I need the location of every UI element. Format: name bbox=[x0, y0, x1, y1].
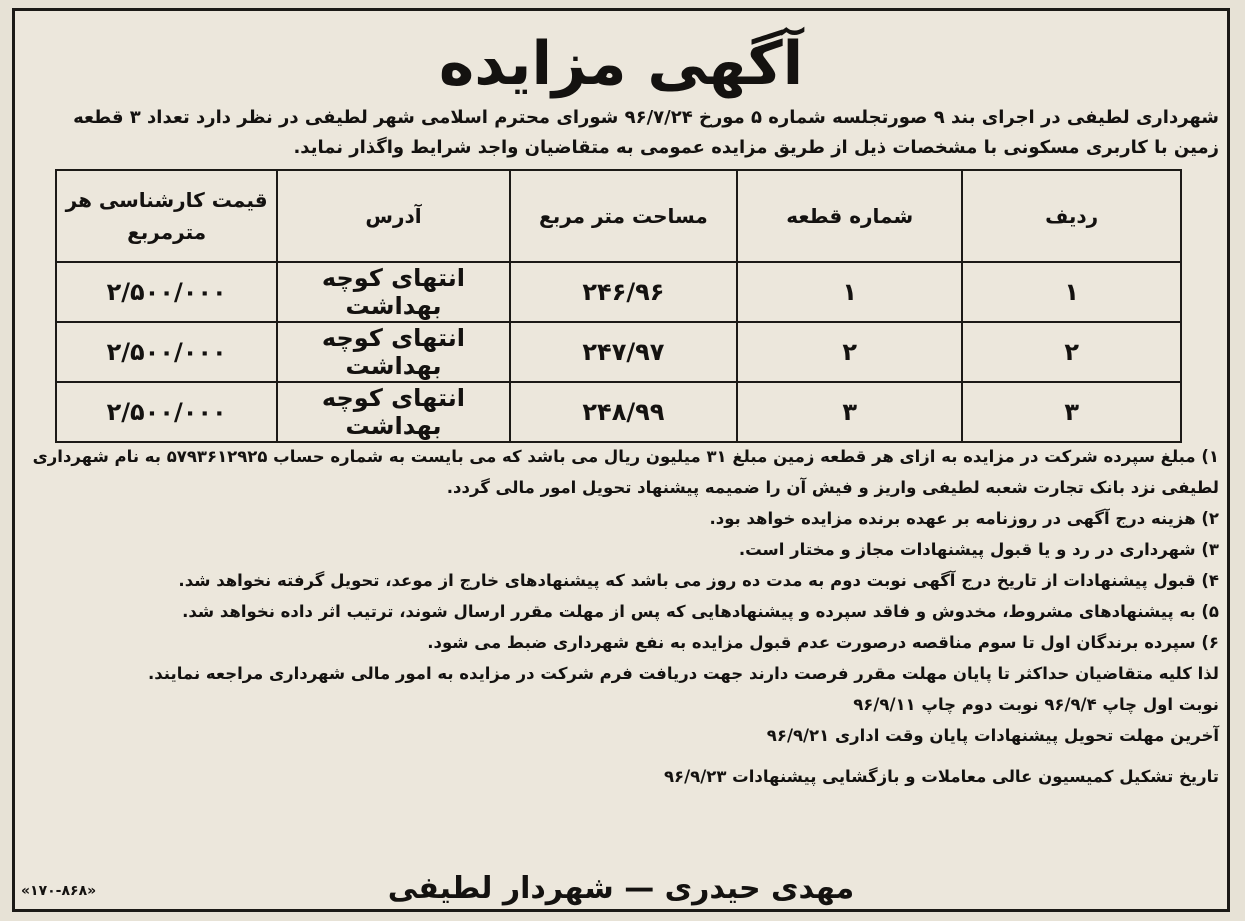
term-item: ۱) مبلغ سپرده شرکت در مزایده به ازای هر قطعه زمین مبلغ ۳۱ میلیون ریال می باشد که می بایست به شماره حساب ۵۷۹۳۶۱۲۹۲۵ به نام شهرداری لطیفی نزد بانک تجارت شعبه لطیفی واریز و فیش آن را ضمیمه پیشنهاد تحویل امور مالی گردد. bbox=[32, 447, 1219, 497]
header-price: قیمت کارشناسی هر مترمربع bbox=[56, 170, 277, 262]
cell-price: ۲/۵۰۰/۰۰۰ bbox=[56, 322, 277, 382]
table-row bbox=[56, 322, 1181, 382]
table-row bbox=[56, 262, 1181, 322]
terms-section bbox=[23, 441, 1219, 792]
header-address: آدرس bbox=[277, 170, 510, 262]
ad-code: «۱۷۰-۸۶۸» bbox=[21, 883, 97, 899]
cell-address: انتهای کوچه بهداشت bbox=[277, 382, 510, 442]
land-parcels-table bbox=[55, 169, 1182, 443]
submission-deadline: آخرین مهلت تحویل پیشنهادات پایان وقت اداری ۹۶/۹/۲۱ bbox=[766, 726, 1219, 745]
header-row-number: ردیف bbox=[962, 170, 1181, 262]
closing-note: لذا کلیه متقاضیان حداکثر تا پایان مهلت مقرر فرصت دارند جهت دریافت فرم شرکت در مزایده به امور مالی شهرداری مراجعه نمایند. bbox=[147, 664, 1219, 683]
ad-title: آگهی مزایده bbox=[438, 29, 804, 99]
intro-paragraph: شهرداری لطیفی در اجرای بند ۹ صورتجلسه شماره ۵ مورخ ۹۶/۷/۲۴ شورای محترم اسلامی شهر لطیفی در نظر دارد تعداد ۳ قطعه زمین با کاربری مسکونی با مشخصات ذیل از طریق مزایده عمومی به متقاضیان واجد شرایط واگذار نماید. bbox=[73, 107, 1219, 158]
signature: مهدی حیدری — شهردار لطیفی bbox=[387, 871, 855, 906]
cell-price: ۲/۵۰۰/۰۰۰ bbox=[56, 382, 277, 442]
term-item: ۴) قبول پیشنهادات از تاریخ درج آگهی نوبت دوم به مدت ده روز می باشد که پیشنهادهای خارج از موعد، تحویل گرفته نخواهد شد. bbox=[178, 571, 1219, 590]
cell-parcel-number: ۱ bbox=[737, 262, 962, 322]
term-item: ۲) هزینه درج آگهی در روزنامه بر عهده برنده مزایده خواهد بود. bbox=[709, 509, 1219, 528]
cell-area: ۲۴۷/۹۷ bbox=[510, 322, 737, 382]
term-item: ۶) سپرده برندگان اول تا سوم مناقصه درصورت عدم قبول مزایده به نفع شهرداری ضبط می شود. bbox=[427, 633, 1219, 652]
cell-area: ۲۴۶/۹۶ bbox=[510, 262, 737, 322]
cell-row-number: ۱ bbox=[962, 262, 1181, 322]
print-dates: نوبت اول چاپ ۹۶/۹/۴ نوبت دوم چاپ ۹۶/۹/۱۱ bbox=[853, 695, 1219, 714]
term-item: ۳) شهرداری در رد و یا قبول پیشنهادات مجاز و مختار است. bbox=[738, 540, 1219, 559]
header-area: مساحت متر مربع bbox=[510, 170, 737, 262]
commission-date: تاریخ تشکیل کمیسیون عالی معاملات و بازگشایی پیشنهادات ۹۶/۹/۲۳ bbox=[663, 767, 1219, 786]
header-parcel-number: شماره قطعه bbox=[737, 170, 962, 262]
cell-area: ۲۴۸/۹۹ bbox=[510, 382, 737, 442]
table-row bbox=[56, 382, 1181, 442]
advertisement-frame bbox=[12, 8, 1230, 912]
cell-address: انتهای کوچه بهداشت bbox=[277, 322, 510, 382]
cell-parcel-number: ۳ bbox=[737, 382, 962, 442]
term-item: ۵) به پیشنهادهای مشروط، مخدوش و فاقد سپرده و پیشنهادهایی که پس از مهلت مقرر ارسال شوند، ترتیب اثر داده نخواهد شد. bbox=[182, 602, 1219, 621]
table-header-row bbox=[56, 170, 1181, 262]
cell-row-number: ۲ bbox=[962, 322, 1181, 382]
cell-row-number: ۳ bbox=[962, 382, 1181, 442]
cell-parcel-number: ۲ bbox=[737, 322, 962, 382]
cell-price: ۲/۵۰۰/۰۰۰ bbox=[56, 262, 277, 322]
cell-address: انتهای کوچه بهداشت bbox=[277, 262, 510, 322]
